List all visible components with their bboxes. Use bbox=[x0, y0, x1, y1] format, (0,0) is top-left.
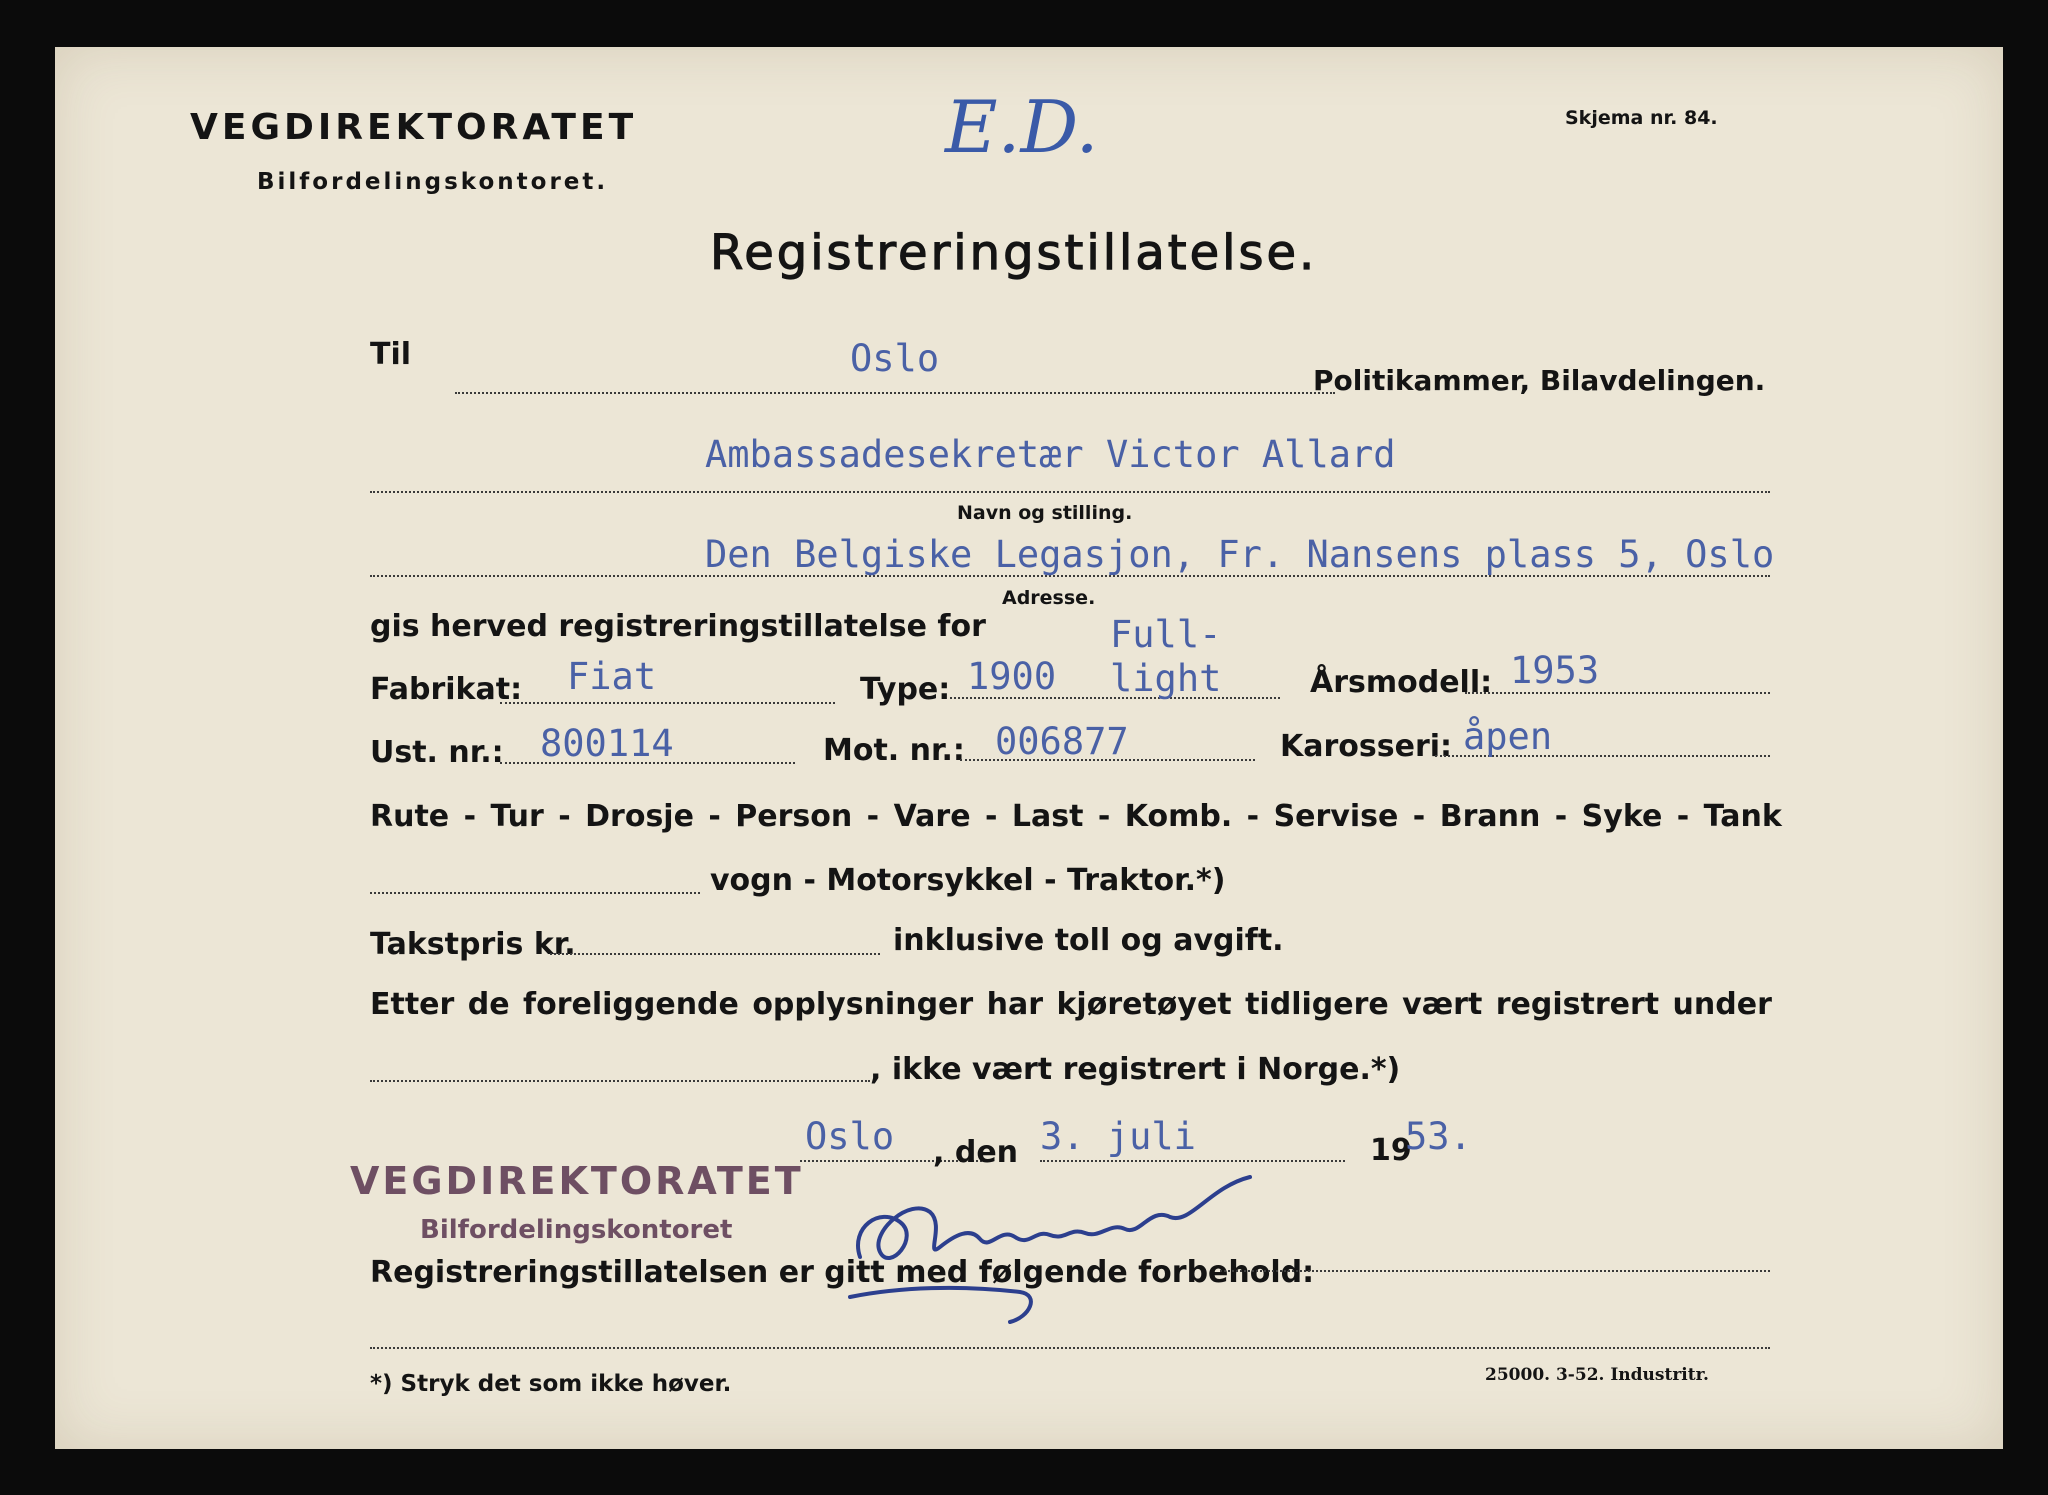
org-name: VEGDIREKTORATET bbox=[190, 107, 638, 148]
handwritten-initials: E.D. bbox=[945, 85, 1099, 169]
takst-line bbox=[550, 953, 880, 955]
takst-label: Takstpris kr. bbox=[370, 927, 576, 962]
fabrikat-label: Fabrikat: bbox=[370, 672, 523, 707]
til-value: Oslo bbox=[850, 337, 940, 380]
ust-label: Ust. nr.: bbox=[370, 735, 504, 770]
date-day-line bbox=[1040, 1160, 1345, 1162]
name-caption: Navn og stilling. bbox=[957, 502, 1133, 524]
footnote: *) Stryk det som ikke høver. bbox=[370, 1371, 732, 1397]
ust-value: 800114 bbox=[540, 722, 674, 765]
date-day-month: 3. juli bbox=[1040, 1115, 1196, 1158]
categories-line-2: vogn - Motorsykkel - Traktor.*) bbox=[710, 863, 1226, 898]
arsmodell-line bbox=[1465, 692, 1770, 694]
date-den: , den bbox=[933, 1135, 1019, 1170]
date-year-prefix: 19 bbox=[1370, 1133, 1412, 1168]
prior-reg-line-2: , ikke vært registrert i Norge.*) bbox=[870, 1052, 1401, 1087]
mot-value: 006877 bbox=[995, 720, 1129, 763]
date-year-suffix: 53. bbox=[1405, 1115, 1472, 1158]
reservation-line-1 bbox=[1220, 1270, 1770, 1272]
document-title: Registreringstillatelse. bbox=[710, 225, 1318, 281]
address-value: Den Belgiske Legasjon, Fr. Nansens plass 5, Oslo bbox=[705, 533, 1775, 576]
arsmodell-label: Årsmodell: bbox=[1310, 665, 1493, 700]
date-place: Oslo bbox=[805, 1115, 895, 1158]
grant-text: gis herved registreringstillatelse for bbox=[370, 609, 986, 644]
prior-reg-line bbox=[370, 1080, 870, 1082]
fabrikat-value: Fiat bbox=[567, 655, 657, 698]
categories-line-1: Rute - Tur - Drosje - Person - Vare - Last - Komb. - Servise - Brann - Syke - Tank bbox=[370, 799, 1782, 834]
til-line bbox=[455, 392, 1335, 394]
fabrikat-line bbox=[500, 702, 835, 704]
prior-reg-line-1: Etter de foreliggende opplysninger har kjøretøyet tidligere vært registrert under bbox=[370, 987, 1772, 1022]
address-caption: Adresse. bbox=[1002, 587, 1096, 609]
stamp-office: Bilfordelingskontoret bbox=[420, 1215, 733, 1245]
arsmodell-value: 1953 bbox=[1510, 649, 1600, 692]
name-line bbox=[370, 491, 1770, 493]
name-value: Ambassadesekretær Victor Allard bbox=[705, 433, 1396, 476]
type-label: Type: bbox=[860, 672, 951, 707]
takst-suffix: inklusive toll og avgift. bbox=[893, 923, 1284, 958]
printer-mark: 25000. 3-52. Industritr. bbox=[1485, 1365, 1709, 1385]
document-sheet bbox=[55, 47, 2003, 1449]
reservation-line-2 bbox=[370, 1347, 1770, 1349]
signature bbox=[840, 1167, 1260, 1327]
categories-line bbox=[370, 892, 700, 894]
reservation-label: Registreringstillatelsen er gitt med følgende forbehold: bbox=[370, 1255, 1315, 1290]
type-extra-2: light bbox=[1110, 657, 1222, 700]
type-extra-1: Full- bbox=[1110, 613, 1222, 656]
stamp-org: VEGDIREKTORATET bbox=[350, 1159, 804, 1203]
karosseri-value: åpen bbox=[1463, 715, 1553, 758]
til-label: Til bbox=[370, 337, 412, 372]
form-number: Skjema nr. 84. bbox=[1565, 107, 1718, 129]
mot-label: Mot. nr.: bbox=[823, 733, 965, 768]
til-suffix: Politikammer, Bilavdelingen. bbox=[1313, 364, 1766, 397]
type-value: 1900 bbox=[967, 655, 1057, 698]
office-name: Bilfordelingskontoret. bbox=[257, 169, 609, 195]
karosseri-label: Karosseri: bbox=[1280, 729, 1453, 764]
